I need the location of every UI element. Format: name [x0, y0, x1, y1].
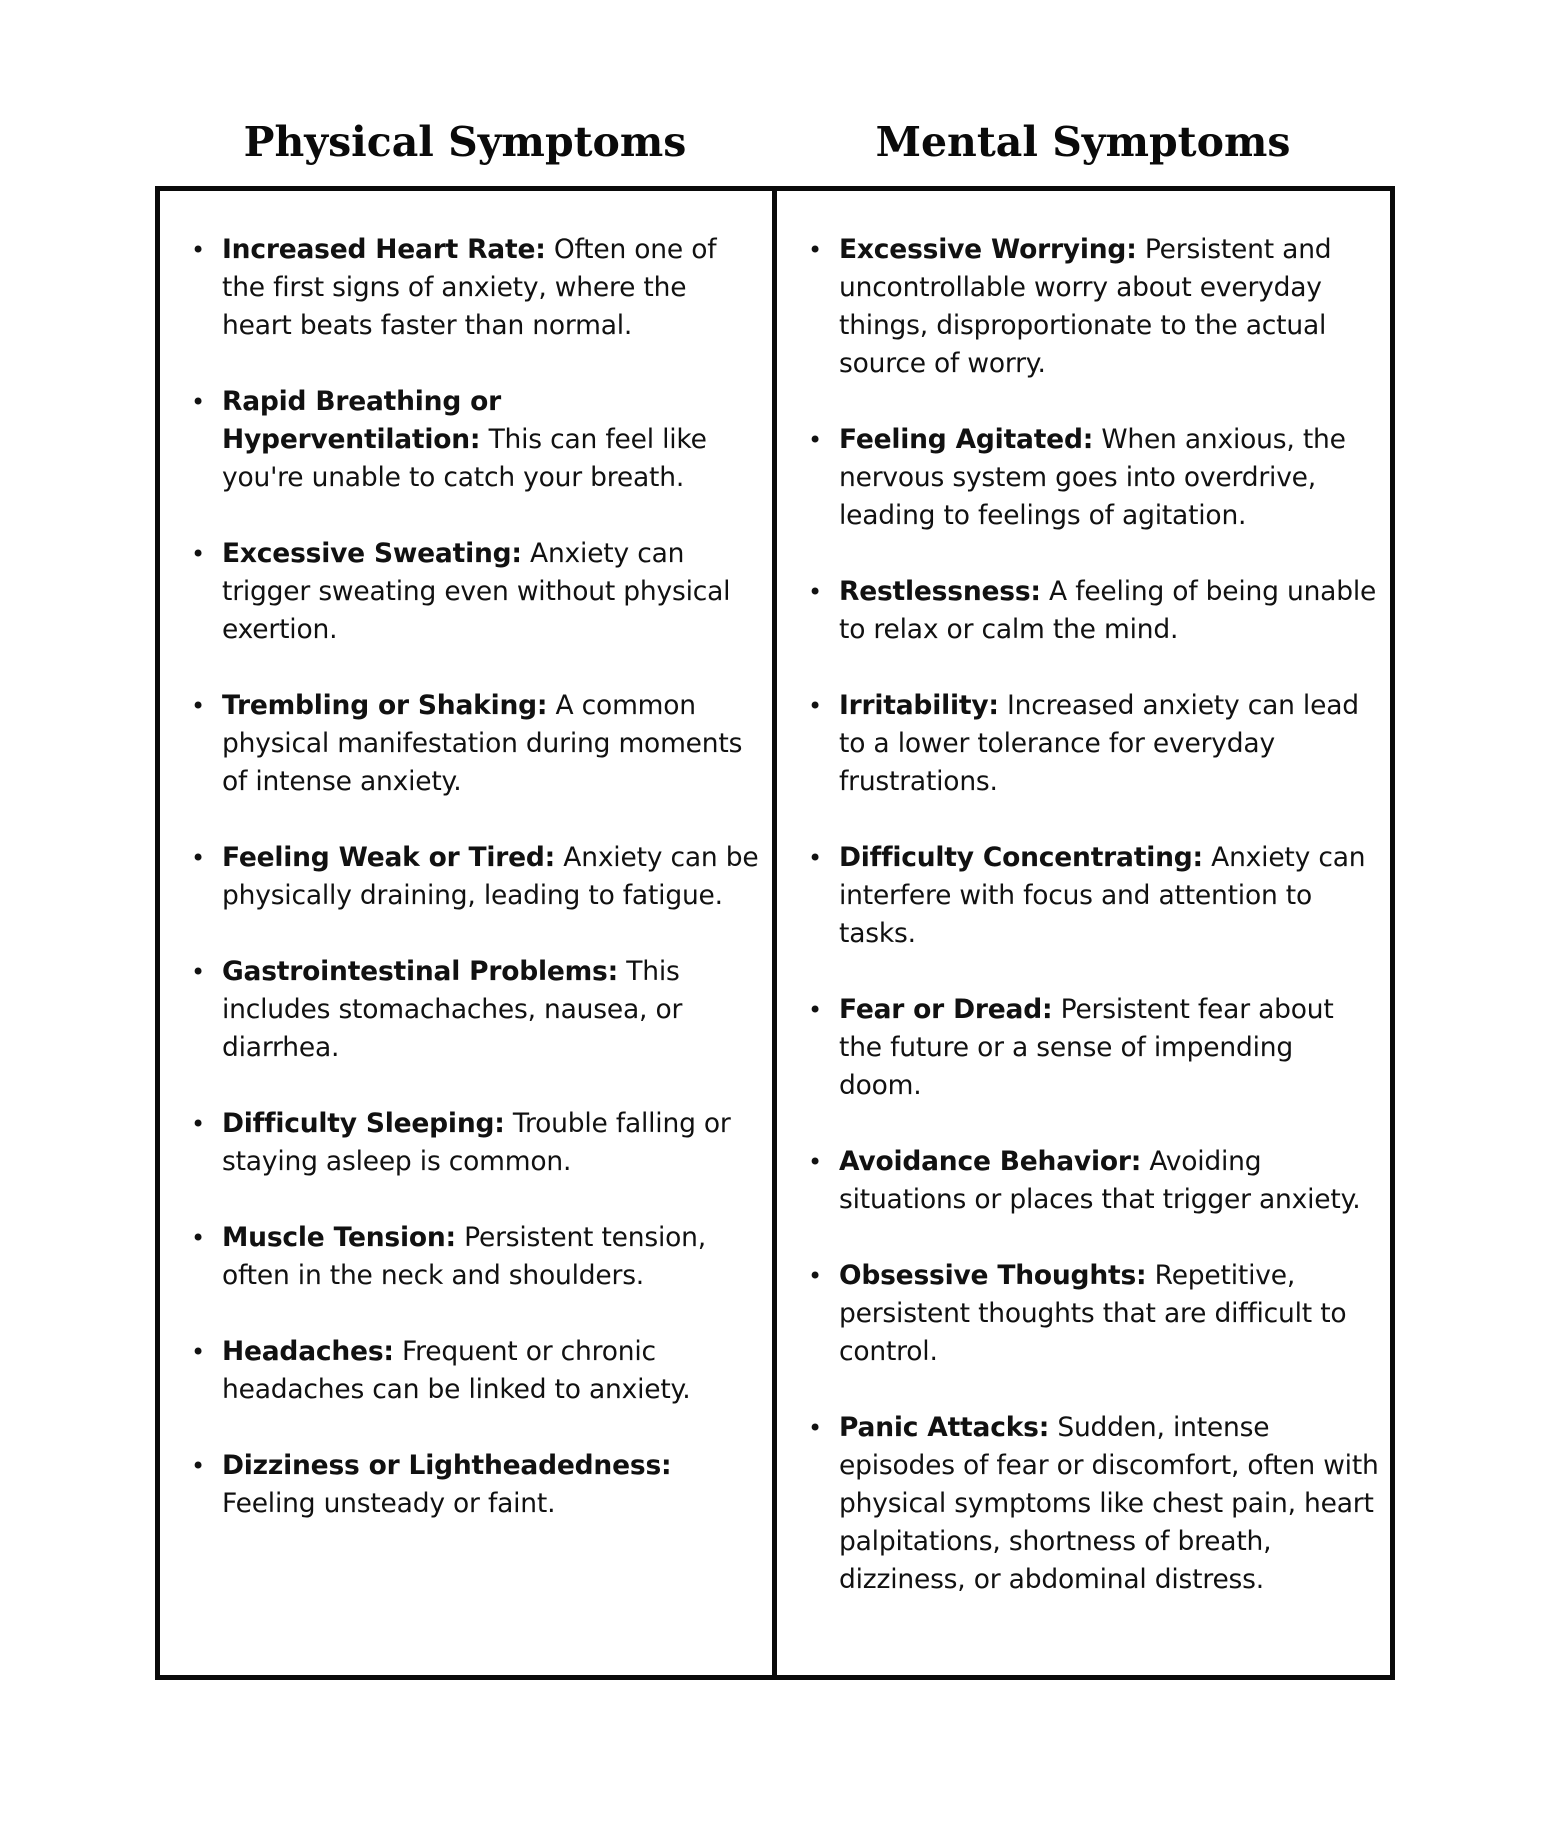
symptom-item: [189, 1447, 762, 1523]
symptom-item: [189, 687, 762, 801]
physical-symptoms-heading: Physical Symptoms: [243, 118, 687, 166]
symptom-term: Muscle Tension:: [222, 1222, 456, 1253]
symptom-item: [806, 1143, 1382, 1219]
symptom-term: Rapid Breathing or Hyperventilation:: [222, 386, 502, 455]
symptom-term: Difficulty Sleeping:: [222, 1108, 505, 1139]
symptom-item: [189, 1219, 762, 1295]
symptom-description: This can feel like you're unable to catch your breath.: [222, 424, 707, 493]
bullet-icon: •: [808, 996, 822, 1024]
symptom-item: [806, 421, 1382, 535]
bullet-icon: •: [191, 236, 205, 264]
bullet-icon: •: [808, 578, 822, 606]
bullet-icon: •: [808, 692, 822, 720]
symptom-description: Avoiding situations or places that trigger anxiety.: [839, 1146, 1361, 1215]
symptom-item: [189, 535, 762, 649]
symptom-item: [806, 231, 1382, 383]
mental-symptoms-heading: Mental Symptoms: [875, 118, 1291, 166]
symptom-description: Anxiety can interfere with focus and attention to tasks.: [839, 842, 1366, 949]
symptom-term: Fear or Dread:: [839, 994, 1053, 1025]
bullet-icon: •: [191, 958, 205, 986]
bullet-icon: •: [808, 1262, 822, 1290]
symptom-description: A feeling of being unable to relax or calm the mind.: [839, 576, 1377, 645]
bullet-icon: •: [191, 388, 205, 416]
symptom-item: [806, 991, 1382, 1105]
symptom-description: Repetitive, persistent thoughts that are difficult to control.: [839, 1260, 1347, 1367]
physical-symptoms-list: [189, 231, 762, 1523]
bullet-icon: •: [808, 1148, 822, 1176]
physical-symptoms-column: [160, 191, 777, 1675]
symptom-item: [189, 231, 762, 345]
bullet-icon: •: [191, 1452, 205, 1480]
symptom-item: [189, 1333, 762, 1409]
symptom-description: Persistent fear about the future or a sense of impending doom.: [839, 994, 1334, 1101]
symptom-description: Anxiety can be physically draining, leading to fatigue.: [222, 842, 759, 911]
symptom-item: [806, 573, 1382, 649]
bullet-icon: •: [808, 426, 822, 454]
symptom-term: Gastrointestinal Problems:: [222, 956, 619, 987]
bullet-icon: •: [808, 1414, 822, 1442]
bullet-icon: •: [808, 844, 822, 872]
symptom-item: [189, 953, 762, 1067]
symptom-description: Persistent tension, often in the neck and shoulders.: [222, 1222, 706, 1291]
symptom-term: Avoidance Behavior:: [839, 1146, 1142, 1177]
symptom-term: Dizziness or Lightheadedness:: [222, 1450, 672, 1481]
symptom-description: Persistent and uncontrollable worry about everyday things, disproportionate to the actual source of worry.: [839, 234, 1332, 379]
bullet-icon: •: [191, 1338, 205, 1366]
mental-symptoms-list: [806, 231, 1382, 1599]
symptom-term: Excessive Sweating:: [222, 538, 522, 569]
symptom-description: Feeling unsteady or faint.: [222, 1488, 556, 1519]
symptom-item: [806, 839, 1382, 953]
symptom-term: Increased Heart Rate:: [222, 234, 546, 265]
symptom-term: Feeling Agitated:: [839, 424, 1094, 455]
bullet-icon: •: [808, 236, 822, 264]
symptom-description: Trouble falling or staying asleep is common.: [222, 1108, 731, 1177]
symptom-description: Frequent or chronic headaches can be linked to anxiety.: [222, 1336, 691, 1405]
symptom-term: Difficulty Concentrating:: [839, 842, 1203, 873]
symptom-item: [806, 1257, 1382, 1371]
symptom-description: Often one of the first signs of anxiety, where the heart beats faster than normal.: [222, 234, 717, 341]
symptom-description: Sudden, intense episodes of fear or discomfort, often with physical symptoms like chest pain, heart palpitations, shortness of breath, dizziness, or abdominal distress.: [839, 1412, 1379, 1595]
bullet-icon: •: [191, 1110, 205, 1138]
symptom-term: Irritability:: [839, 690, 999, 721]
bullet-icon: •: [191, 540, 205, 568]
symptom-item: [189, 1105, 762, 1181]
symptom-description: This includes stomachaches, nausea, or diarrhea.: [222, 956, 683, 1063]
symptom-item: [806, 687, 1382, 801]
bullet-icon: •: [191, 1224, 205, 1252]
symptom-description: A common physical manifestation during moments of intense anxiety.: [222, 690, 743, 797]
symptom-term: Trembling or Shaking:: [222, 690, 548, 721]
symptom-description: Anxiety can trigger sweating even without physical exertion.: [222, 538, 731, 645]
bullet-icon: •: [191, 844, 205, 872]
symptom-term: Obsessive Thoughts:: [839, 1260, 1147, 1291]
symptom-item: [806, 1409, 1382, 1599]
symptom-term: Headaches:: [222, 1336, 394, 1367]
mental-symptoms-column: [777, 191, 1390, 1675]
symptom-item: [189, 839, 762, 915]
symptom-item: [189, 383, 762, 497]
symptoms-table: [155, 186, 1395, 1680]
bullet-icon: •: [191, 692, 205, 720]
symptom-term: Feeling Weak or Tired:: [222, 842, 556, 873]
symptom-description: Increased anxiety can lead to a lower tolerance for everyday frustrations.: [839, 690, 1359, 797]
symptom-description: When anxious, the nervous system goes into overdrive, leading to feelings of agitation.: [839, 424, 1346, 531]
symptom-term: Panic Attacks:: [839, 1412, 1050, 1443]
symptom-term: Excessive Worrying:: [839, 234, 1137, 265]
symptom-term: Restlessness:: [839, 576, 1041, 607]
